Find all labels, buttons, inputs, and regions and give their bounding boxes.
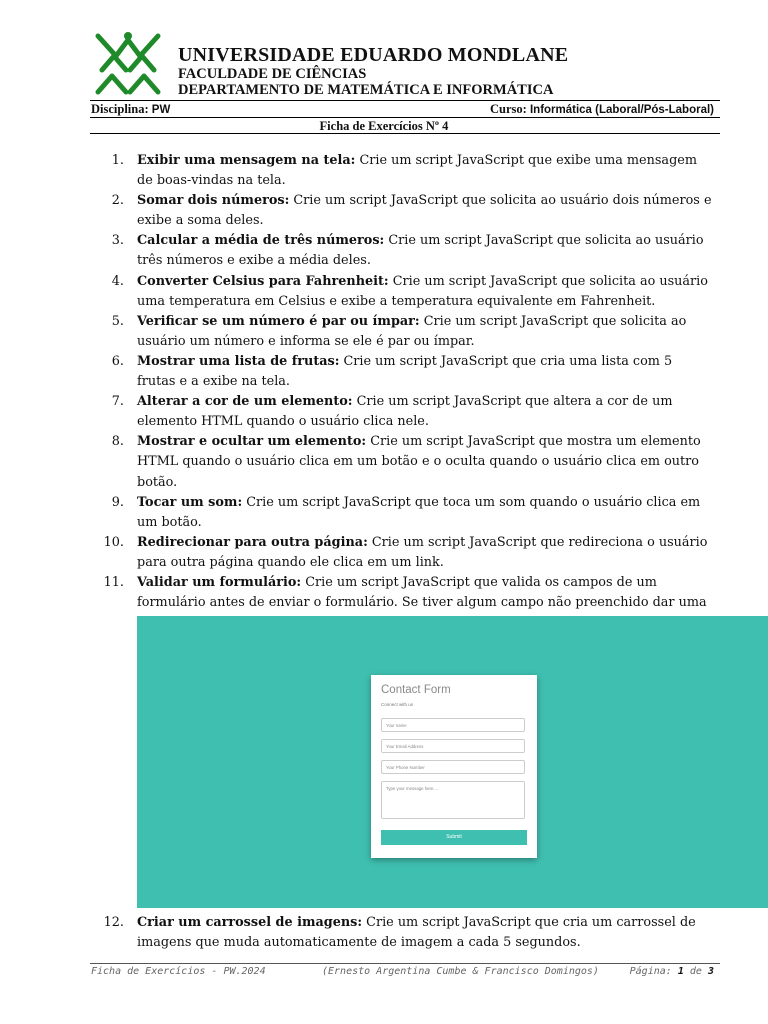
exercise-title: Tocar um som: — [137, 494, 243, 510]
discipline-value: PW — [151, 104, 171, 116]
exercise-item — [102, 352, 712, 392]
exercise-text: Crie um script JavaScript que solicita ao usuário uma temperatura em Celsius e exibe a temperatura equivalente em Fahrenheit. — [137, 273, 708, 309]
footer-page — [630, 966, 714, 977]
exercise-item — [102, 392, 712, 432]
exercise-item — [102, 151, 712, 191]
discipline-label: Disciplina: — [91, 102, 149, 116]
exercise-number: 6. — [111, 353, 124, 369]
university-name: UNIVERSIDADE EDUARDO MONDLANE — [178, 44, 569, 66]
header-rule-bottom — [90, 133, 720, 134]
exercise-title: Criar um carrossel de imagens: — [137, 915, 363, 930]
form-subtitle: Connect with us — [381, 702, 414, 707]
contact-form-card — [371, 675, 537, 858]
exercise-title: Converter Celsius para Fahrenheit: — [137, 273, 389, 289]
name-field: Your name — [381, 718, 525, 732]
exercise-title: Somar dois números: — [137, 193, 290, 209]
exercise-item — [102, 913, 712, 953]
exercise-text: Crie um script JavaScript que cria um carrossel de imagens que muda automaticamente de imagem a cada 5 segundos. — [137, 915, 696, 951]
faculty-name: FACULDADE DE CIÊNCIAS — [178, 66, 367, 82]
exercise-item — [102, 432, 712, 492]
exercise-number: 5. — [111, 313, 124, 329]
course-value: Informática (Laboral/Pós-Laboral) — [529, 104, 714, 116]
exercise-number: 7. — [111, 394, 124, 410]
exercise-text: Crie um script JavaScript que valida os campos de um formulário antes de enviar o formulário. Se tiver algum campo não preenchido dar uma — [137, 574, 707, 611]
exercise-item — [102, 493, 712, 533]
exercise-number: 10. — [103, 534, 124, 550]
exercise-item — [102, 231, 712, 271]
exercise-text: Crie um script JavaScript que solicita ao usuário três números e exibe a média deles. — [137, 233, 704, 269]
department-name: DEPARTAMENTO DE MATEMÁTICA E INFORMÁTICA — [178, 82, 554, 98]
course-label: Curso: — [490, 102, 527, 116]
exercise-text: Crie um script JavaScript que redireciona o usuário para outra página quando ele clica em um link. — [137, 534, 708, 570]
exercise-text: Crie um script JavaScript que solicita ao usuário um número e informa se ele é par ou ímpar. — [137, 313, 687, 349]
footer-authors: (Ernesto Argentina Cumbe & Francisco Domingos) — [322, 966, 599, 977]
header-rule-middle — [90, 117, 720, 118]
exercise-number: 12. — [103, 915, 124, 930]
exercise-title: Mostrar e ocultar um elemento: — [137, 434, 367, 450]
discipline — [91, 102, 170, 117]
exercise-text: Crie um script JavaScript que toca um som quando o usuário clica em um botão. — [137, 494, 701, 530]
course — [490, 102, 714, 117]
exercise-item — [102, 272, 712, 312]
exercise-number: 1. — [111, 153, 124, 168]
exercise-number: 8. — [111, 434, 124, 450]
exercise-item — [102, 191, 712, 231]
exercise-list — [102, 151, 712, 633]
exercise-text: Crie um script JavaScript que cria uma lista com 5 frutas e a exibe na tela. — [137, 353, 673, 390]
exercise-text: Crie um script JavaScript que exibe uma mensagem de boas-vindas na tela. — [137, 153, 697, 189]
message-field: Type your message here.... — [381, 781, 525, 819]
exercise-number: 4. — [111, 273, 124, 289]
exercise-text: Crie um script JavaScript que solicita ao usuário dois números e exibe a soma deles. — [137, 193, 712, 229]
contact-form-screenshot — [137, 616, 768, 908]
form-title: Contact Form — [381, 684, 451, 696]
footer-left: Ficha de Exercícios - PW.2024 — [91, 966, 266, 977]
exercise-title: Redirecionar para outra página: — [137, 534, 368, 550]
exercise-item — [102, 533, 712, 573]
exercise-title: Exibir uma mensagem na tela: — [137, 153, 356, 168]
page-label: Página: — [629, 966, 672, 977]
exercise-title: Validar um formulário: — [137, 574, 302, 590]
page-current: 1 — [677, 966, 684, 977]
exercise-number: 11. — [103, 574, 124, 590]
exercise-title: Verificar se um número é par ou ímpar: — [137, 313, 420, 329]
exercise-text: Crie um script JavaScript que altera a cor de um elemento HTML quando o usuário clica nele. — [137, 394, 673, 430]
exercise-number: 3. — [111, 233, 124, 249]
submit-button: Submit — [381, 830, 527, 845]
exercise-number: 2. — [111, 193, 124, 209]
exercise-title: Alterar a cor de um elemento: — [137, 394, 353, 410]
footer-rule — [90, 963, 720, 964]
exercise-text: Crie um script JavaScript que mostra um elemento HTML quando o usuário clica em um botão e o oculta quando o usuário clica em outro botão. — [137, 434, 701, 490]
email-field: Your Email Address — [381, 739, 525, 753]
exercise-number: 9. — [111, 494, 124, 510]
exercise-item — [102, 312, 712, 352]
exercise-title: Calcular a média de três números: — [137, 233, 385, 249]
exercise-title: Mostrar uma lista de frutas: — [137, 353, 340, 369]
university-logo — [92, 30, 164, 96]
page-of: de — [689, 966, 702, 977]
header-rule-top — [90, 100, 720, 101]
page-total: 3 — [707, 966, 714, 977]
phone-field: Your Phone Number — [381, 760, 525, 774]
sheet-title: Ficha de Exercícios Nº 4 — [319, 119, 449, 133]
